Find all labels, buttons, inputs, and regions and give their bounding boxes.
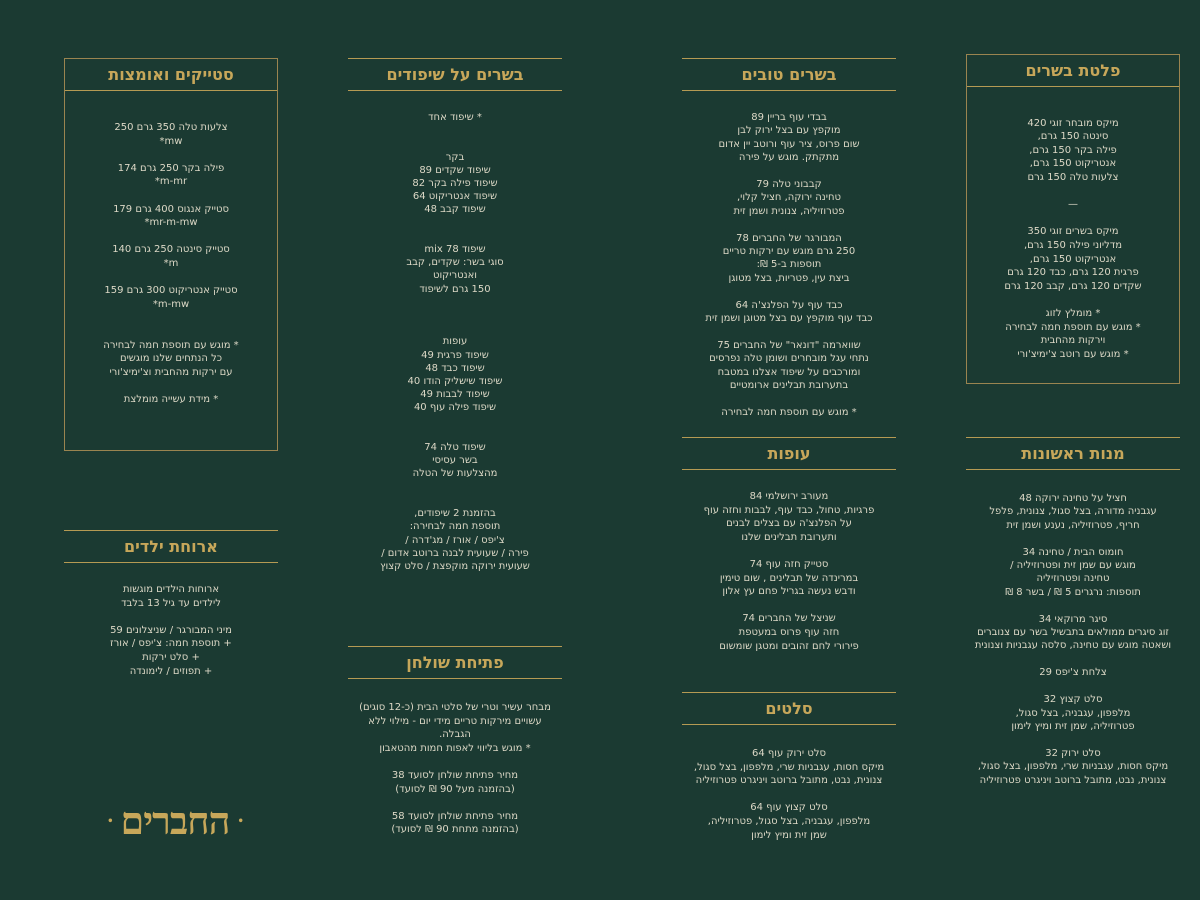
menu-line	[356, 137, 554, 150]
menu-line	[690, 165, 888, 178]
menu-line: שיפוד טלה 74	[424, 442, 486, 454]
menu-line: (בהזמנה מעל 90 ₪ לסועד)	[395, 783, 515, 795]
menu-line	[356, 296, 554, 309]
menu-line: צלעות טלה 150 גרם	[1027, 171, 1119, 183]
menu-line: זוג סיגרים ממולאים בתבשיל בשר עם צנוברים	[977, 627, 1169, 639]
menu-line: ביצת עין, פטריות, בצל מטוגן	[728, 272, 850, 284]
table-opening-body	[348, 679, 562, 837]
menu-line: * מוגש עם רוטב צ'ימיצ'ורי	[1017, 348, 1129, 360]
menu-line: ותערובת תבלינים שלנו	[741, 531, 837, 543]
menu-line: בתערובת תבלינים ארומטיים	[729, 380, 849, 392]
menu-line: שום פרוס, ציר עוף ורוטב יין אדום	[718, 138, 860, 150]
menu-line: שעועית ירוקה מוקפצת / סלט קצוץ	[380, 560, 530, 572]
menu-line: * שיפוד אחד	[428, 112, 482, 123]
menu-line: 250 גרם מוגש עם ירקות טריים	[722, 246, 856, 258]
menu-line: עופות	[442, 336, 468, 348]
menu-line: * מוגש עם תוספת חמה לבחירה	[103, 339, 239, 351]
menu-line: שיפוד פילה בקר 82	[412, 178, 498, 190]
menu-line	[356, 124, 554, 137]
menu-line: שווארמה "דונאר" של החברים 75	[717, 339, 861, 351]
menu-line: מיקס בשרים זוגי 350	[1027, 226, 1119, 238]
menu-line: * מומלץ לזוג	[1045, 307, 1101, 319]
menu-line	[356, 755, 554, 769]
menu-line: הגבלה.	[439, 729, 471, 741]
menu-line: טחינה ירוקה, חציל קלוי,	[736, 192, 842, 204]
menu-line: שיפוד שישליק הודו 40	[407, 376, 503, 388]
menu-line: נתחי עגל מובחרים ושומן טלה נפרסים	[709, 353, 869, 365]
menu-line: שיפוד שקדים 89	[419, 164, 491, 176]
menu-line: מיקס חסות, עגבניות שרי, מלפפון, בצל סגול,	[693, 761, 885, 773]
starters-body	[966, 470, 1180, 787]
menu-line: ודבש נעשה בגריל פחם עץ אלון	[722, 586, 856, 598]
menu-line: שקדים 120 גרם, קבב 120 גרם	[1004, 280, 1142, 292]
menu-line: סוגי בשר: שקדים, קבב	[406, 257, 504, 269]
menu-line: mr-m-mw*	[144, 217, 198, 229]
menu-line: המבורגר של החברים 78	[736, 232, 842, 244]
menu-line: סטייק סינטה 250 גרם 140	[112, 244, 230, 256]
menu-line: מבחר עשיר וטרי של סלטי הבית (כ-12 סוגים)	[359, 702, 551, 713]
table-opening-section	[348, 646, 562, 837]
menu-line	[356, 217, 554, 230]
menu-line	[73, 271, 269, 285]
menu-line	[73, 148, 269, 162]
platter-title: פלטת בשרים	[967, 55, 1179, 87]
menu-line: אנטריקוט 150 גרם,	[1029, 158, 1117, 170]
menu-line: סלט ירוק 32	[1045, 747, 1101, 759]
menu-line: סינטה 150 גרם,	[1037, 131, 1109, 143]
menu-line: מהצלעות של הטלה	[412, 468, 498, 480]
menu-line: לילדים עד גיל 13 בלבד	[121, 597, 221, 609]
menu-line	[974, 532, 1172, 545]
menu-line: ושאטה מוגש עם טחינה, סלסה עגבניות וצנונית	[974, 640, 1172, 652]
skewers-body	[348, 91, 562, 573]
menu-line: חומוס הבית / טחינה 34	[1022, 546, 1124, 558]
menu-line: מדליוני פילה 150 גרם,	[1023, 239, 1123, 251]
salads-title: סלטים	[682, 692, 896, 725]
good-meats-body	[682, 91, 896, 419]
menu-line: פירורי לחם זהובים ומטגן שומשום	[719, 640, 859, 652]
menu-line: מיקס חסות, עגבניות שרי, מלפפון, בצל סגול,	[977, 761, 1169, 773]
salads-section	[682, 692, 896, 842]
menu-line	[356, 494, 554, 507]
menu-line: עשויים מירקות טריים מידי יום - מילוי ללא	[368, 715, 542, 727]
menu-line: סטייק חזה עוף 74	[749, 558, 829, 570]
menu-line: m*	[163, 257, 179, 269]
menu-line: —	[1068, 199, 1078, 211]
menu-line: פירה / שעועית לבנה ברוטב אדום /	[381, 547, 529, 559]
menu-line: מלפפון, עגבניה, בצל סגול, פטרוזיליה,	[707, 815, 871, 827]
menu-line: חריף, פטרוזיליה, נענע ושמן זית	[1006, 519, 1140, 531]
menu-line: שיפוד כבד 48	[425, 362, 485, 374]
menu-line: תוספות ב-5 ₪:	[756, 259, 822, 271]
menu-line	[73, 230, 269, 244]
menu-line	[356, 415, 554, 428]
menu-line: מיני המבורגר / שניצלונים 59	[110, 624, 232, 636]
menu-line: פטרוזיליה, שמן זית ומיץ לימון	[1011, 720, 1135, 732]
menu-line: שניצל של החברים 74	[742, 613, 836, 625]
skewers-section	[348, 58, 562, 573]
menu-line: שמן זית ומיץ לימון	[751, 829, 827, 841]
menu-line	[974, 653, 1172, 666]
kids-title: ארוחת ילדים	[64, 530, 278, 563]
menu-line: כבד עוף מוקפץ עם בצל מטוגן ושמן זית	[705, 313, 873, 325]
menu-line	[690, 599, 888, 613]
menu-line: סלט קצוץ עוף 64	[750, 802, 828, 814]
starters-section	[966, 437, 1180, 787]
good-meats-title: בשרים טובים	[682, 58, 896, 91]
menu-line: פילה בקר 250 גרם 174	[117, 162, 225, 174]
menu-line: ארוחות הילדים מוגשות	[122, 584, 220, 595]
menu-line: מוגש עם שמן זית ופטרוזיליה /	[1010, 560, 1136, 572]
menu-line: סלט ירוק עוף 64	[751, 748, 826, 759]
menu-line	[356, 481, 554, 494]
menu-line	[974, 733, 1172, 746]
menu-line: חזה עוף פרוס במעטפת	[738, 626, 840, 638]
menu-line: + סלט ירקות	[142, 651, 200, 663]
menu-line: בקר	[445, 151, 465, 163]
menu-line: חציל על טחינה ירוקה 48	[1019, 493, 1127, 504]
menu-line: מתקתק. מוגש על פירה	[738, 152, 840, 164]
poultry-section	[682, 437, 896, 653]
menu-line: m-mw*	[152, 298, 190, 310]
menu-line	[974, 680, 1172, 693]
steaks-title: סטייקים ואומצות	[65, 59, 277, 91]
menu-line	[974, 599, 1172, 612]
menu-line: תוספת חמה לבחירה:	[409, 521, 501, 533]
menu-line: צלעות טלה 350 גרם 250	[114, 122, 228, 133]
menu-line: * מוגש עם תוספת חמה לבחירה	[1005, 321, 1141, 333]
menu-line: שיפוד אנטריקוט 64	[412, 191, 498, 203]
menu-line: צ'יפס / אורז / מג'דרה /	[405, 534, 505, 546]
menu-line: מוקפץ עם בצל ירוק לבן	[737, 125, 841, 137]
skewers-title: בשרים על שיפודים	[348, 58, 562, 91]
menu-line: צלחת צ'יפס 29	[1039, 667, 1107, 679]
menu-line	[73, 325, 269, 339]
menu-line: מלפפון, עגבניה, בצל סגול,	[1015, 707, 1131, 719]
menu-line: שיפוד פילה עוף 40	[413, 402, 497, 414]
menu-line: סיגר מרוקאי 34	[1038, 613, 1108, 625]
menu-line: בהזמנת 2 שיפודים,	[414, 508, 496, 520]
menu-line: מיקס מובחר זוגי 420	[1027, 117, 1119, 129]
menu-line	[690, 788, 888, 802]
menu-line: שיפוד קבב 48	[424, 204, 486, 216]
menu-line	[356, 428, 554, 441]
menu-line	[975, 103, 1171, 117]
menu-line: ואנטריקוט	[432, 270, 478, 282]
menu-line: פטרוזיליה, צנונית ושמן זית	[733, 205, 845, 217]
menu-line: צנונית, נבט, מתובל ברוטב ויניגרט פטרוזיליה	[695, 775, 883, 787]
menu-line	[73, 379, 269, 393]
menu-line: mw*	[159, 135, 183, 147]
menu-line: מחיר פתיחת שולחן לסועד 58	[391, 810, 519, 822]
platter-section	[966, 54, 1180, 384]
logo-dot-left: •	[237, 815, 243, 827]
starters-title: מנות ראשונות	[966, 437, 1180, 470]
menu-line: + תפוזים / לימונדה	[129, 665, 213, 677]
menu-line: טחינה ופטרוזיליה	[1036, 573, 1110, 585]
menu-line: סלט קצוץ 32	[1043, 694, 1103, 706]
steaks-body	[65, 91, 277, 406]
restaurant-logo	[100, 796, 250, 846]
table-opening-title: פתיחת שולחן	[348, 646, 562, 679]
steaks-section	[64, 58, 278, 451]
menu-line: קבבוני טלה 79	[756, 179, 822, 191]
menu-line: שיפוד mix 78	[424, 244, 486, 256]
menu-line: שיפוד פרגית 49	[421, 349, 489, 361]
menu-line: * מוגש עם תוספת חמה לבחירה	[721, 406, 857, 418]
menu-line: (בהזמנה מתחת 90 ₪ לסועד)	[391, 824, 519, 836]
menu-line: וירקות מהחבית	[1040, 335, 1106, 347]
menu-line	[356, 322, 554, 335]
menu-line: 150 גרם לשיפוד	[419, 283, 491, 295]
menu-line	[73, 189, 269, 203]
platter-body	[967, 87, 1179, 361]
logo-dot-right: •	[107, 815, 113, 827]
menu-line	[975, 293, 1171, 307]
menu-line	[975, 185, 1171, 199]
menu-line: מחיר פתיחת שולחן לסועד 38	[391, 769, 519, 781]
menu-line: עם ירקות מהחבית וצ'ימיצ'ורי	[109, 366, 233, 378]
menu-line: פילה בקר 150 גרם,	[1029, 144, 1117, 156]
poultry-title: עופות	[682, 437, 896, 470]
menu-line: * מוגש בליווי לאפות חמות מהטאבון	[379, 742, 531, 754]
good-meats-section	[682, 58, 896, 419]
menu-line: בבדי עוף בריין 89	[751, 112, 827, 123]
menu-line: פרגית 120 גרם, כבד 120 גרם	[1007, 267, 1139, 279]
menu-line: פרגיות, טחול, כבד עוף, לבבות וחזה עוף	[703, 504, 875, 516]
menu-line: אנטריקוט 150 גרם,	[1029, 253, 1117, 265]
menu-line: מעורב ירושלמי 84	[749, 491, 829, 502]
menu-line: ומורכבים על שיפוד אצלנו במטבח	[717, 366, 861, 378]
menu-line: על הפלנצ'ה עם בצלים לבנים	[726, 518, 852, 530]
menu-line: כבד עוף על הפלנצ'ה 64	[735, 299, 843, 311]
logo-text: החברים	[120, 798, 230, 843]
menu-line	[690, 393, 888, 406]
menu-line: שיפוד לבבות 49	[420, 389, 490, 401]
menu-line	[356, 796, 554, 810]
menu-line	[690, 218, 888, 231]
menu-line	[690, 285, 888, 298]
poultry-body	[682, 470, 896, 653]
menu-line: עגבניה מדורה, בצל סגול, צנונית, פלפל	[989, 506, 1157, 518]
menu-line: + תוספת חמה: צ'יפס / אורז	[110, 638, 232, 650]
menu-line: סטייק אנגוס 400 גרם 179	[113, 203, 229, 215]
menu-line	[73, 311, 269, 325]
menu-line: בשר עסיסי	[432, 455, 478, 467]
salads-body	[682, 725, 896, 842]
menu-line: סטייק אנטריקוט 300 גרם 159	[104, 285, 238, 297]
menu-line: m-mr*	[154, 176, 188, 188]
menu-line	[975, 212, 1171, 226]
menu-line: צנונית, נבט, מתובל ברוטב ויניגרט פטרוזיליה	[979, 774, 1167, 786]
menu-line: כל הנתחים שלנו מוגשים	[119, 353, 223, 365]
menu-line	[72, 610, 270, 624]
menu-line: * מידת עשייה מומלצת	[123, 393, 219, 405]
menu-line	[356, 309, 554, 322]
kids-body	[64, 563, 278, 678]
menu-line	[690, 326, 888, 339]
kids-section	[64, 530, 278, 678]
menu-line: תוספות: נרגרים 5 ₪ / בשר 8 ₪	[1005, 586, 1141, 598]
menu-line: במרינדה של תבלינים , שום טימין	[719, 572, 859, 584]
menu-line	[356, 230, 554, 243]
menu-line	[690, 544, 888, 558]
